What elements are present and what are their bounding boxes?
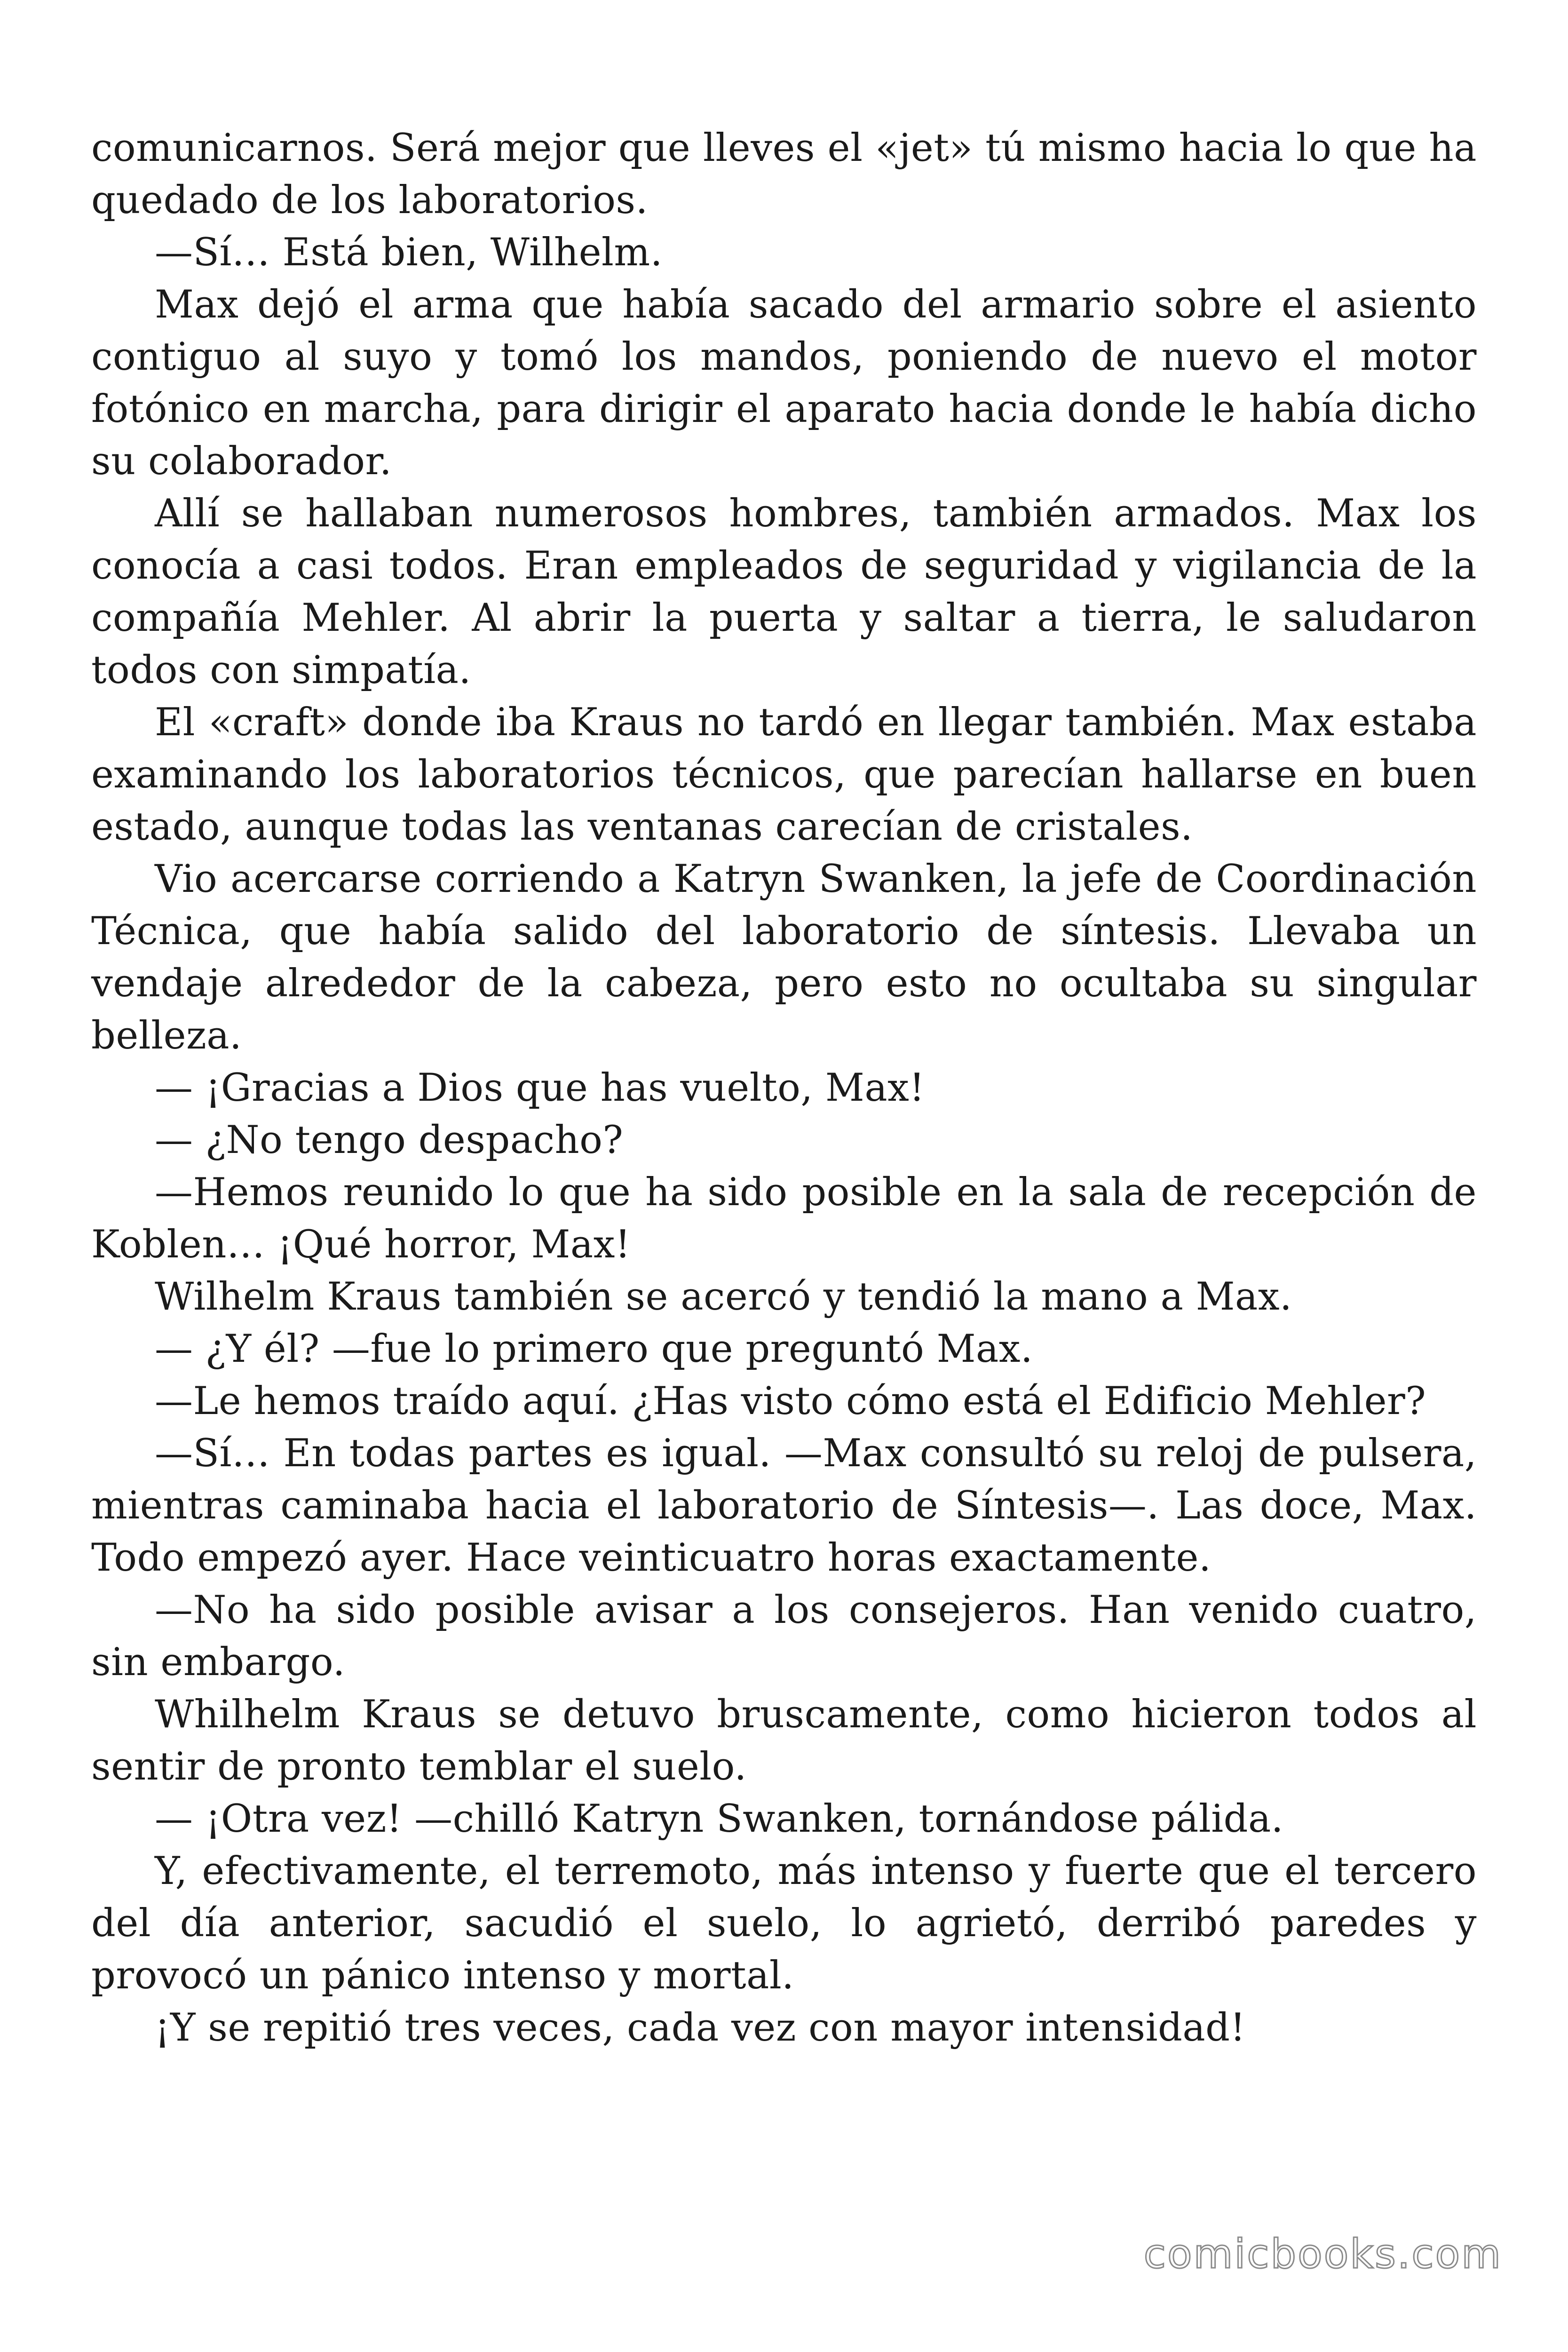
paragraph-14: —No ha sido posible avisar a los consejeros. Han venido cuatro, sin embargo. (91, 1588, 1477, 1685)
paragraph-16: — ¡Otra vez! —chilló Katryn Swanken, tornándose pálida. (155, 1797, 1284, 1841)
paragraph-4: Allí se hallaban numerosos hombres, también armados. Max los conocía a casi todos. Eran empleados de seguridad y vigilancia de la compañía Mehler. Al abrir la puerta y saltar a tierra, le saludaron todos con simpatía. (91, 492, 1477, 692)
paragraph-3: Max dejó el arma que había sacado del armario sobre el asiento contiguo al suyo y tomó los mandos, poniendo de nuevo el motor fotónico en marcha, para dirigir el aparato hacia donde le había dicho su colaborador. (91, 283, 1477, 484)
paragraph-18: ¡Y se repitió tres veces, cada vez con mayor intensidad! (155, 2006, 1246, 2050)
body-text (91, 122, 1477, 2054)
paragraph-9: —Hemos reunido lo que ha sido posible en la sala de recepción de Koblen… ¡Qué horror, Max! (91, 1170, 1477, 1267)
paragraph-1: comunicarnos. Será mejor que lleves el «jet» tú mismo hacia lo que ha quedado de los laboratorios. (91, 126, 1477, 222)
paragraph-11: — ¿Y él? —fue lo primero que preguntó Max. (155, 1327, 1033, 1371)
paragraph-2: —Sí… Está bien, Wilhelm. (155, 230, 663, 275)
paragraph-17: Y, efectivamente, el terremoto, más intenso y fuerte que el tercero del día anterior, sacudió el suelo, lo agrietó, derribó paredes y provocó un pánico intenso y mortal. (91, 1849, 1477, 1998)
paragraph-10: Wilhelm Kraus también se acercó y tendió la mano a Max. (155, 1275, 1292, 1319)
paragraph-15: Whilhelm Kraus se detuvo bruscamente, como hicieron todos al sentir de pronto temblar el suelo. (91, 1692, 1477, 1789)
paragraph-7: — ¡Gracias a Dios que has vuelto, Max! (155, 1066, 925, 1110)
paragraph-8: — ¿No tengo despacho? (155, 1118, 624, 1162)
paragraph-5: El «craft» donde iba Kraus no tardó en llegar también. Max estaba examinando los laboratorios técnicos, que parecían hallarse en buen estado, aunque todas las ventanas carecían de cristales. (91, 700, 1477, 849)
watermark: comicbooks.com (1143, 2231, 1502, 2278)
paragraph-12: —Le hemos traído aquí. ¿Has visto cómo está el Edificio Mehler? (155, 1379, 1426, 1423)
paragraph-13: —Sí… En todas partes es igual. —Max consultó su reloj de pulsera, mientras caminaba hacia el laboratorio de Síntesis—. Las doce, Max. Todo empezó ayer. Hace veinticuatro horas exactamente. (91, 1431, 1477, 1580)
paragraph-6: Vio acercarse corriendo a Katryn Swanken, la jefe de Coordinación Técnica, que había salido del laboratorio de síntesis. Llevaba un vendaje alrededor de la cabeza, pero esto no ocultaba su singular belleza. (91, 857, 1477, 1058)
